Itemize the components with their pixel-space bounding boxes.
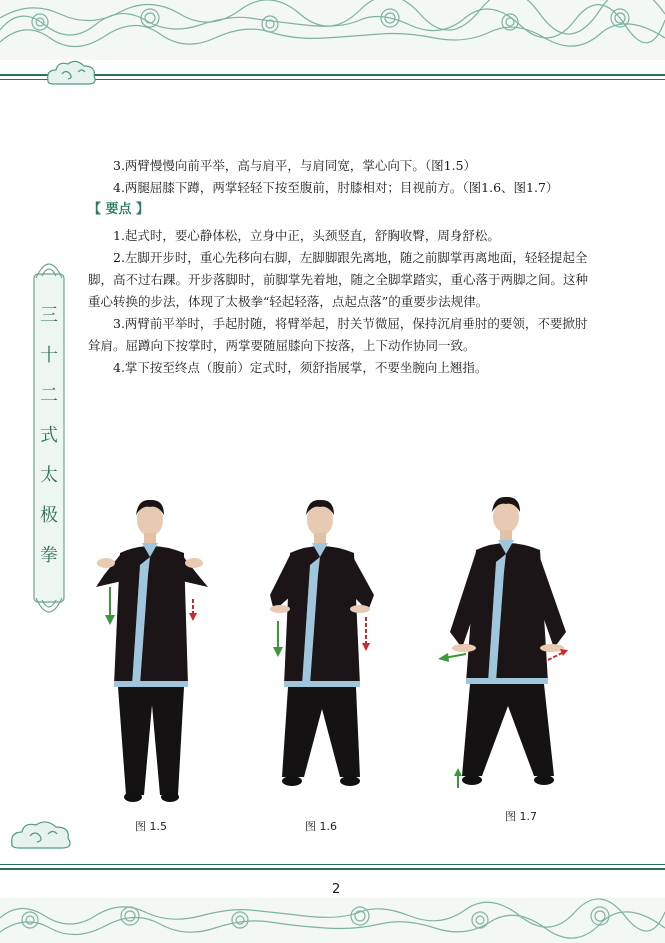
key-point-4: 4.掌下按至终点（腹前）定式时，须舒指展掌，不要坐腕向上翘指。	[113, 360, 488, 375]
banner-char: 极	[40, 505, 58, 526]
figure-1-5-caption: 图 1.5	[135, 820, 167, 833]
cloud-ornament-icon	[44, 58, 100, 88]
banner-characters	[32, 296, 66, 576]
bottom-wave-ornament	[0, 898, 665, 943]
figure-1-7-caption: 图 1.7	[505, 810, 537, 823]
key-points-heading: 【 要点 】	[88, 202, 150, 217]
side-title-banner	[32, 254, 66, 622]
banner-char: 式	[40, 425, 58, 446]
banner-char: 十	[40, 345, 58, 366]
top-wave-ornament	[0, 0, 665, 60]
banner-char: 太	[40, 465, 58, 486]
banner-char: 二	[40, 385, 58, 406]
step-3-text: 3.两臂慢慢向前平举，高与肩平，与肩同宽，掌心向下。（图1.5）	[113, 158, 477, 173]
cloud-ornament-icon	[8, 818, 76, 852]
banner-char: 拳	[40, 545, 58, 566]
page-number: 2	[332, 882, 341, 897]
step-4-text: 4.两腿屈膝下蹲，两掌轻轻下按至腹前，肘膝相对；目视前方。（图1.6、图1.7）	[113, 180, 559, 195]
bottom-divider-thin	[0, 864, 665, 865]
figure-1-6-photo	[260, 495, 385, 795]
figure-1-5-photo	[92, 495, 217, 805]
key-point-1: 1.起式时，要心静体松，立身中正，头颈竖直，舒胸收臀，周身舒松。	[113, 228, 500, 243]
key-point-3: 3.两臂前平举时，手起肘随，将臂举起，肘关节微屈，保持沉肩垂肘的要领，不要掀肘耸肩。屈蹲向下按掌时，两掌要随屈膝向下按落，上下动作协同一致。	[88, 316, 588, 353]
instruction-steps	[88, 155, 598, 379]
key-point-2: 2.左脚开步时，重心先移向右脚，左脚脚跟先离地，随之前脚掌再离地面，轻轻提起全脚，高不过右踝。开步落脚时，前脚掌先着地，随之全脚掌踏实，重心落于两脚之间。这种重心转换的步法，体现了太极拳“轻起轻落，点起点落”的重要步法规律。	[88, 250, 589, 309]
bottom-divider	[0, 868, 665, 870]
figure-1-7-photo	[436, 492, 576, 792]
figure-1-6-caption: 图 1.6	[305, 820, 337, 833]
banner-char: 三	[40, 305, 58, 326]
